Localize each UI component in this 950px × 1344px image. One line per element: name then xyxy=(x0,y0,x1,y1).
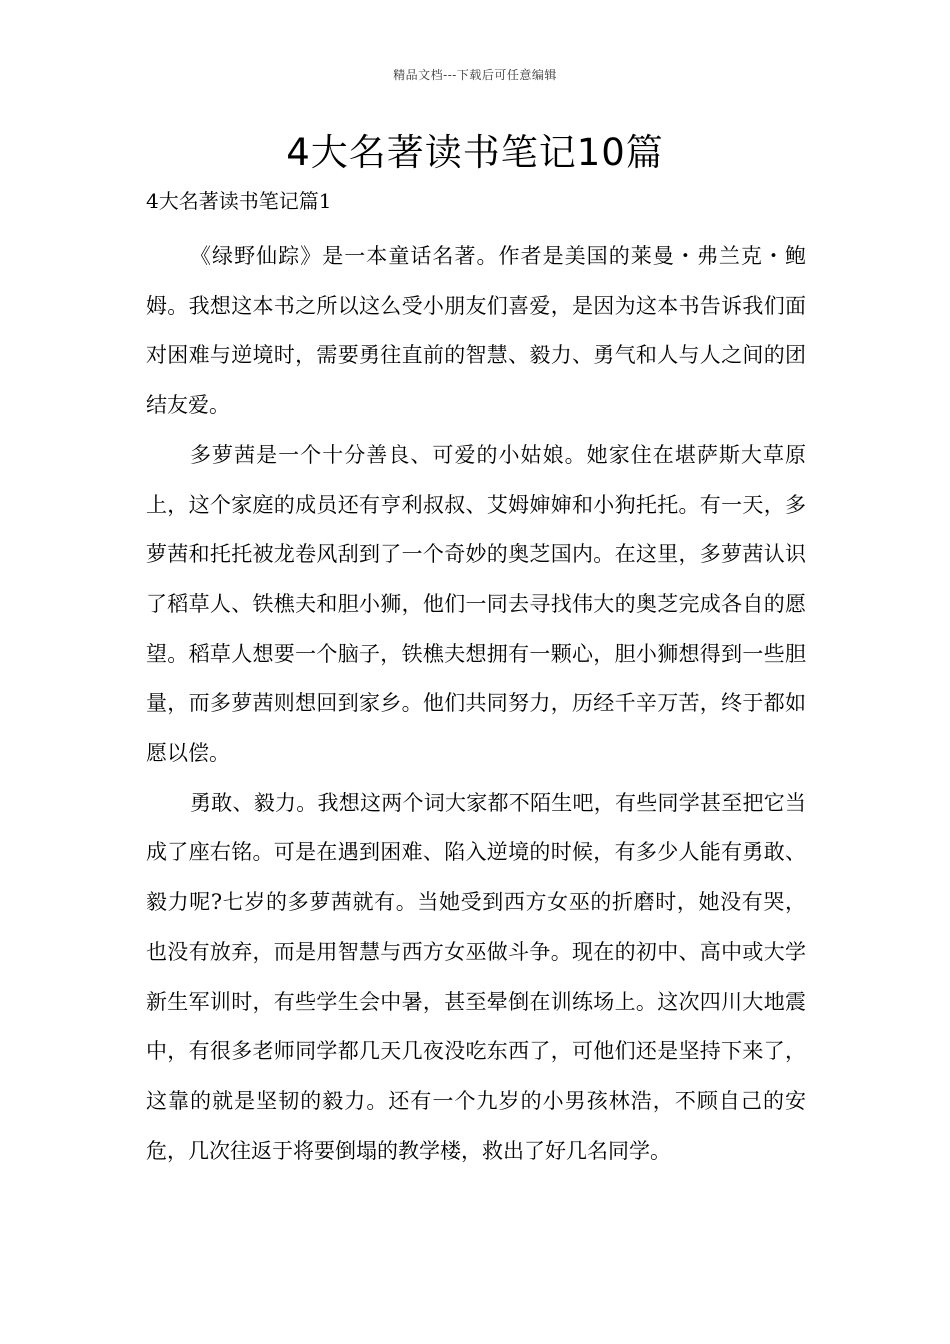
paragraph: 勇敢、毅力。我想这两个词大家都不陌生吧，有些同学甚至把它当成了座右铭。可是在遇到困难、陷入逆境的时候，有多少人能有勇敢、毅力呢?七岁的多萝茜就有。当她受到西方女巫的折磨时，她没有哭，也没有放弃，而是用智慧与西方女巫做斗争。现在的初中、高中或大学新生军训时，有些学生会中暑，甚至晕倒在训练场上。这次四川大地震中，有很多老师同学都几天几夜没吃东西了，可他们还是坚持下来了，这靠的就是坚韧的毅力。还有一个九岁的小男孩林浩，不顾自己的安危，几次往返于将要倒塌的教学楼，救出了好几名同学。 xyxy=(146,790,806,1163)
page-title: 4大名著读书笔记10篇 xyxy=(286,131,664,174)
header-note: 精品文档---下载后可任意编辑 xyxy=(393,68,557,82)
paragraph: 多萝茜是一个十分善良、可爱的小姑娘。她家住在堪萨斯大草原上，这个家庭的成员还有亨利叔叔、艾姆婶婶和小狗托托。有一天，多萝茜和托托被龙卷风刮到了一个奇妙的奥芝国内。在这里，多萝茜认识了稻草人、铁樵夫和胆小狮，他们一同去寻找伟大的奥芝完成各自的愿望。稻草人想要一个脑子，铁樵夫想拥有一颗心，胆小狮想得到一些胆量，而多萝茜则想回到家乡。他们共同努力，历经千辛万苦，终于都如愿以偿。 xyxy=(146,442,806,766)
article-body xyxy=(146,232,806,1176)
section-subtitle: 4大名著读书笔记篇1 xyxy=(146,189,332,213)
paragraph: 《绿野仙踪》是一本童话名著。作者是美国的莱曼・弗兰克・鲍姆。我想这本书之所以这么受小朋友们喜爱，是因为这本书告诉我们面对困难与逆境时，需要勇往直前的智慧、毅力、勇气和人与人之间的团结友爱。 xyxy=(146,244,806,418)
